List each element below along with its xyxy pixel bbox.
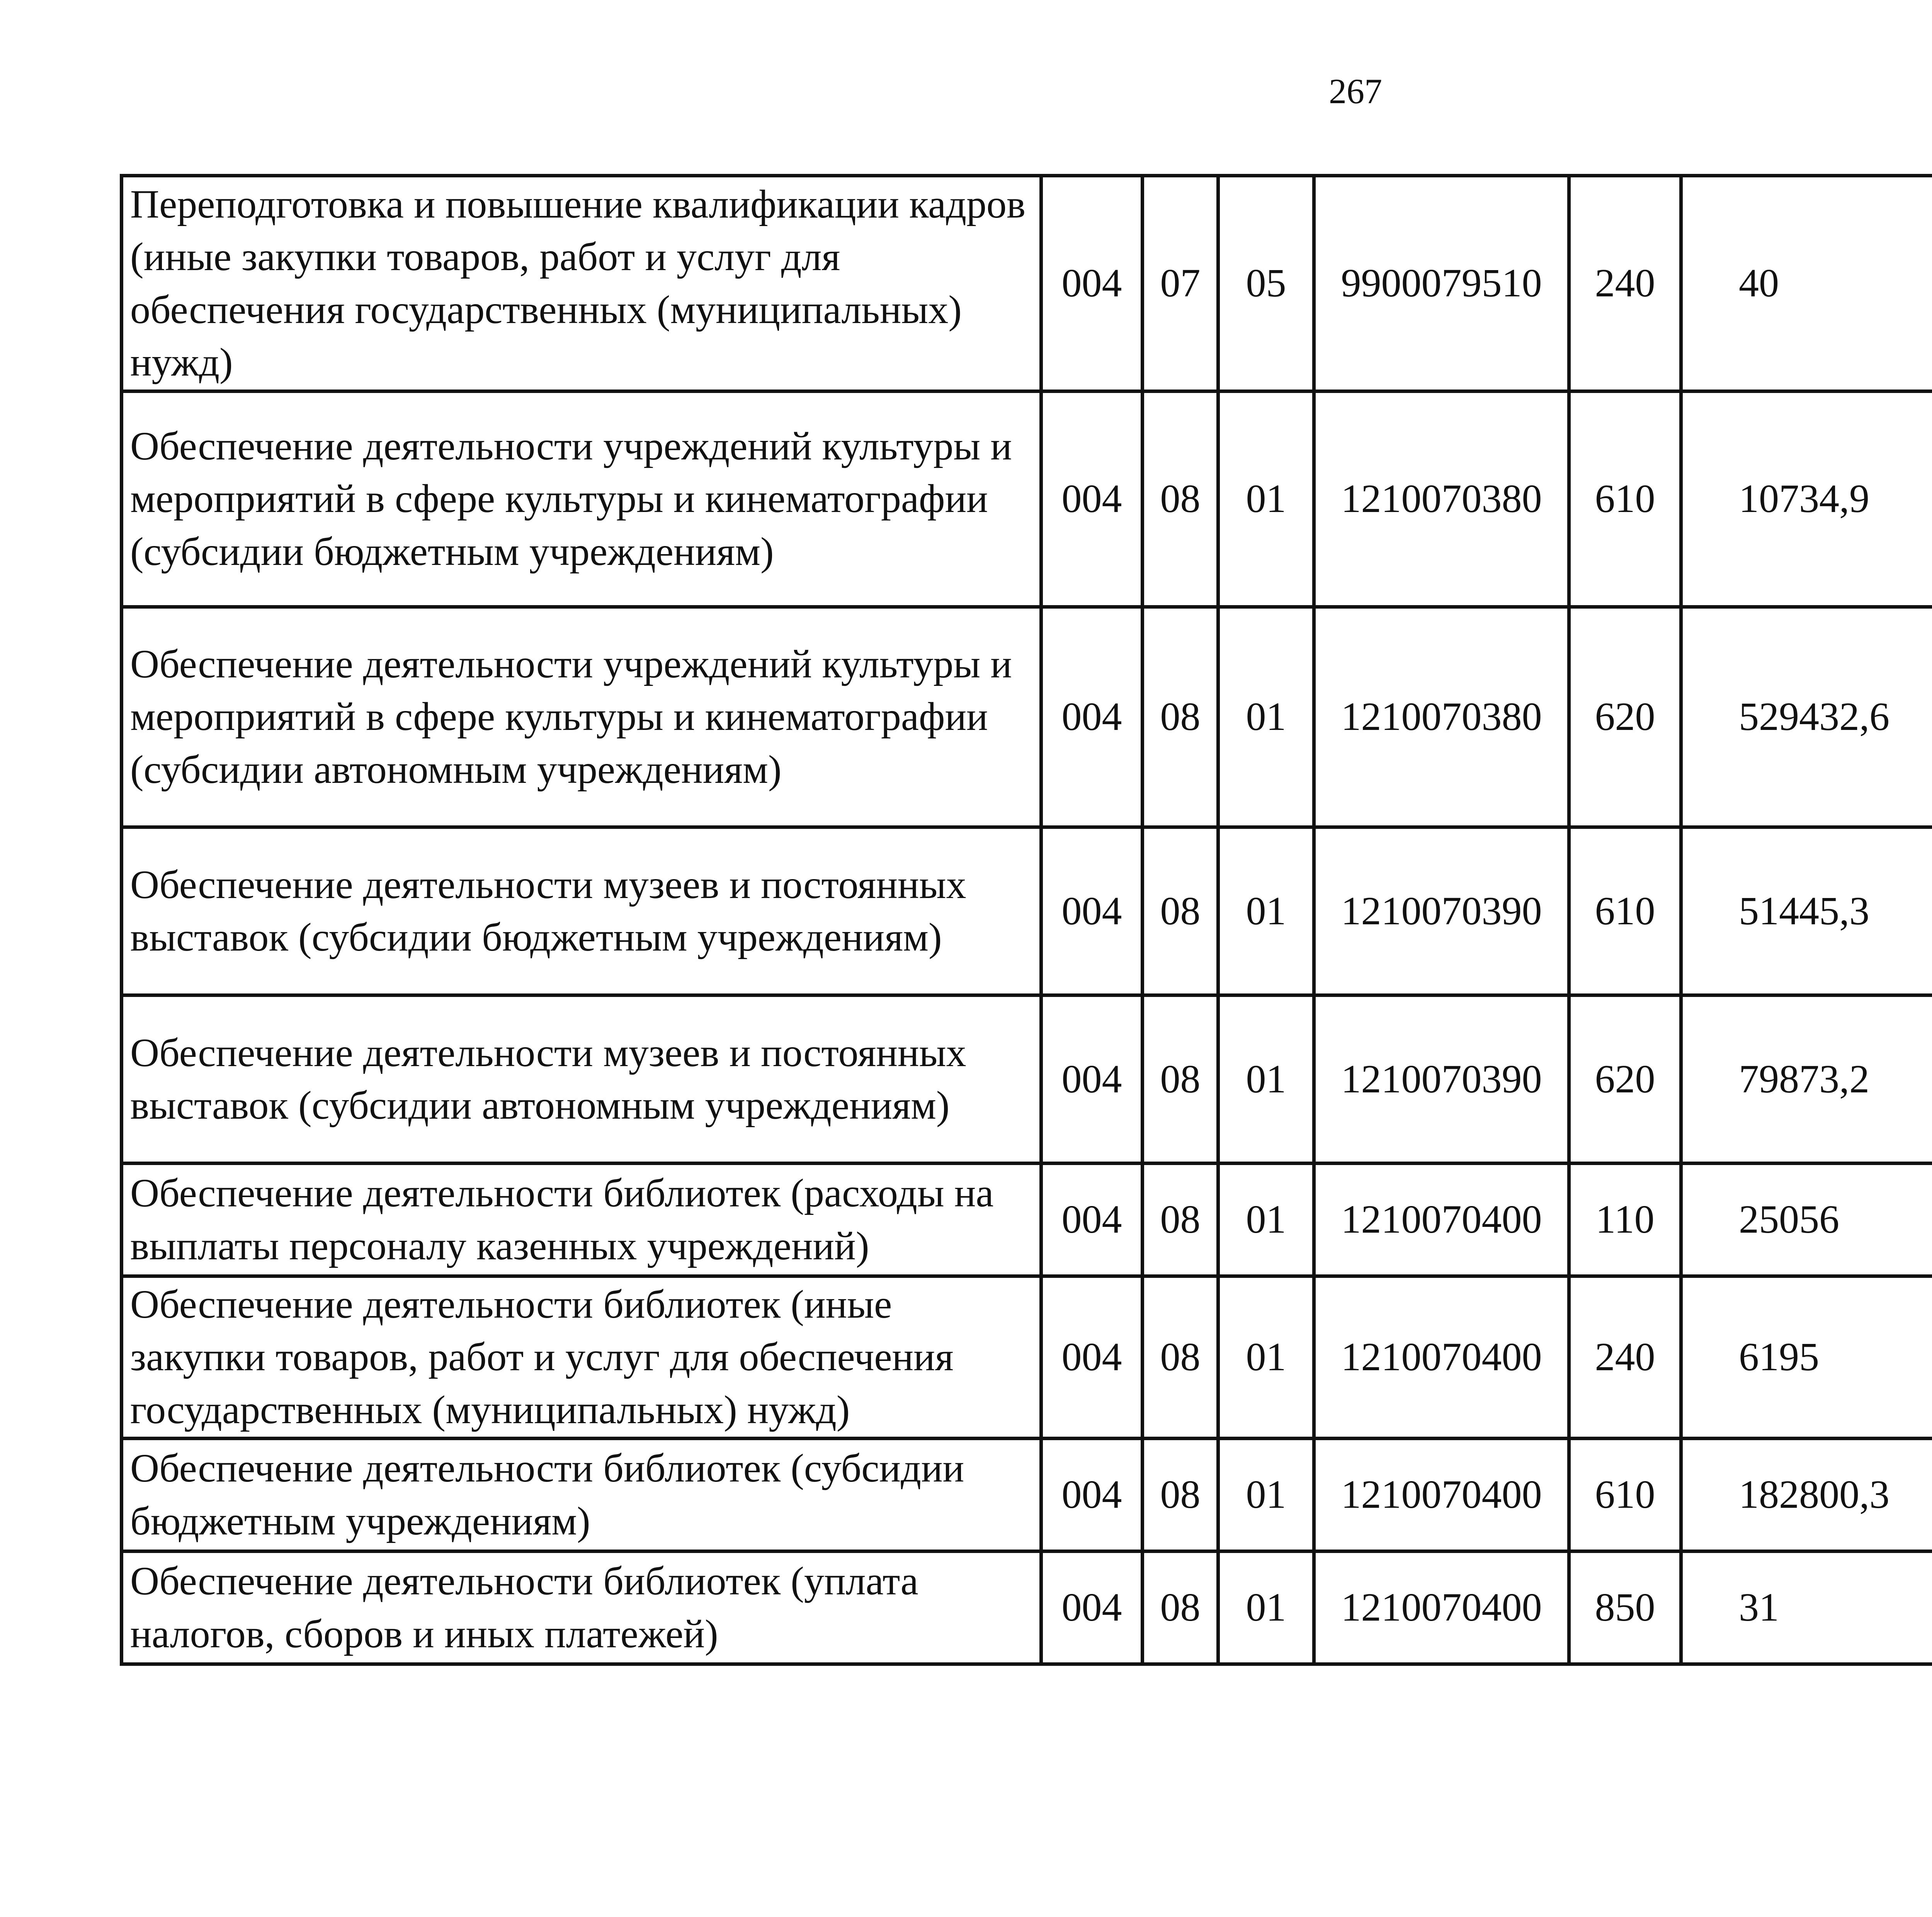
- ministry-code: 004: [1041, 827, 1143, 995]
- expense-type-code: 110: [1569, 1163, 1681, 1276]
- ministry-code: 004: [1041, 391, 1143, 607]
- target-article-code: 1210070400: [1314, 1163, 1569, 1276]
- table-row: [122, 995, 1932, 1163]
- subsection-code: 01: [1218, 607, 1314, 827]
- ministry-code: 004: [1041, 1163, 1143, 1276]
- target-article-code: 1210070380: [1314, 607, 1569, 827]
- subsection-code: 01: [1218, 1163, 1314, 1276]
- target-article-code: 1210070400: [1314, 1439, 1569, 1551]
- expense-type-code: 620: [1569, 995, 1681, 1163]
- target-article-code: 1210070390: [1314, 995, 1569, 1163]
- section-code: 08: [1143, 391, 1218, 607]
- target-article-code: 1210070390: [1314, 827, 1569, 995]
- expense-type-code: 610: [1569, 827, 1681, 995]
- target-article-code: 1210070380: [1314, 391, 1569, 607]
- expense-type-code: 240: [1569, 176, 1681, 391]
- subsection-code: 01: [1218, 1439, 1314, 1551]
- section-code: 08: [1143, 1163, 1218, 1276]
- section-code: 08: [1143, 1276, 1218, 1439]
- table-row: [122, 827, 1932, 995]
- expense-type-code: 850: [1569, 1551, 1681, 1664]
- target-article-code: 1210070400: [1314, 1551, 1569, 1664]
- table-row: [122, 607, 1932, 827]
- row-description: Обеспечение деятельности библиотек (расходы на выплаты персоналу казенных учреждений): [122, 1163, 1041, 1276]
- ministry-code: 004: [1041, 1551, 1143, 1664]
- amount-year-1: 529432,6: [1681, 607, 1932, 827]
- table-row: [122, 1551, 1932, 1664]
- expense-type-code: 620: [1569, 607, 1681, 827]
- amount-year-1: 25056: [1681, 1163, 1932, 1276]
- amount-year-1: 51445,3: [1681, 827, 1932, 995]
- section-code: 08: [1143, 1551, 1218, 1664]
- page-number: 267: [1329, 71, 1382, 111]
- section-code: 07: [1143, 176, 1218, 391]
- expense-type-code: 610: [1569, 1439, 1681, 1551]
- subsection-code: 01: [1218, 391, 1314, 607]
- amount-year-1: 10734,9: [1681, 391, 1932, 607]
- amount-year-1: 79873,2: [1681, 995, 1932, 1163]
- subsection-code: 01: [1218, 827, 1314, 995]
- ministry-code: 004: [1041, 176, 1143, 391]
- row-description: Обеспечение деятельности библиотек (субсидии бюджетным учреждениям): [122, 1439, 1041, 1551]
- row-description: Обеспечение деятельности библиотек (уплата налогов, сборов и иных платежей): [122, 1551, 1041, 1664]
- amount-year-1: 31: [1681, 1551, 1932, 1664]
- subsection-code: 01: [1218, 995, 1314, 1163]
- section-code: 08: [1143, 995, 1218, 1163]
- expense-type-code: 610: [1569, 391, 1681, 607]
- section-code: 08: [1143, 827, 1218, 995]
- section-code: 08: [1143, 607, 1218, 827]
- table-row: [122, 391, 1932, 607]
- row-description: Обеспечение деятельности учреждений культуры и мероприятий в сфере культуры и кинематографии (субсидии бюджетным учреждениям): [122, 391, 1041, 607]
- row-description: Обеспечение деятельности учреждений культуры и мероприятий в сфере культуры и кинематографии (субсидии автономным учреждениям): [122, 607, 1041, 827]
- ministry-code: 004: [1041, 1439, 1143, 1551]
- table-row: [122, 176, 1932, 391]
- ministry-code: 004: [1041, 1276, 1143, 1439]
- section-code: 08: [1143, 1439, 1218, 1551]
- budget-table: [120, 174, 1932, 1666]
- ministry-code: 004: [1041, 607, 1143, 827]
- target-article-code: 9900079510: [1314, 176, 1569, 391]
- target-article-code: 1210070400: [1314, 1276, 1569, 1439]
- amount-year-1: 6195: [1681, 1276, 1932, 1439]
- subsection-code: 01: [1218, 1276, 1314, 1439]
- table-row: [122, 1276, 1932, 1439]
- expense-type-code: 240: [1569, 1276, 1681, 1439]
- subsection-code: 05: [1218, 176, 1314, 391]
- table-row: [122, 1163, 1932, 1276]
- subsection-code: 01: [1218, 1551, 1314, 1664]
- row-description: Обеспечение деятельности музеев и постоянных выставок (субсидии бюджетным учреждениям): [122, 827, 1041, 995]
- row-description: Обеспечение деятельности библиотек (иные закупки товаров, работ и услуг для обеспечения государственных (муниципальных) нужд): [122, 1276, 1041, 1439]
- amount-year-1: 40: [1681, 176, 1932, 391]
- row-description: Переподготовка и повышение квалификации кадров (иные закупки товаров, работ и услуг для обеспечения государственных (муниципальных) нужд): [122, 176, 1041, 391]
- table-row: [122, 1439, 1932, 1551]
- ministry-code: 004: [1041, 995, 1143, 1163]
- row-description: Обеспечение деятельности музеев и постоянных выставок (субсидии автономным учреждениям): [122, 995, 1041, 1163]
- amount-year-1: 182800,3: [1681, 1439, 1932, 1551]
